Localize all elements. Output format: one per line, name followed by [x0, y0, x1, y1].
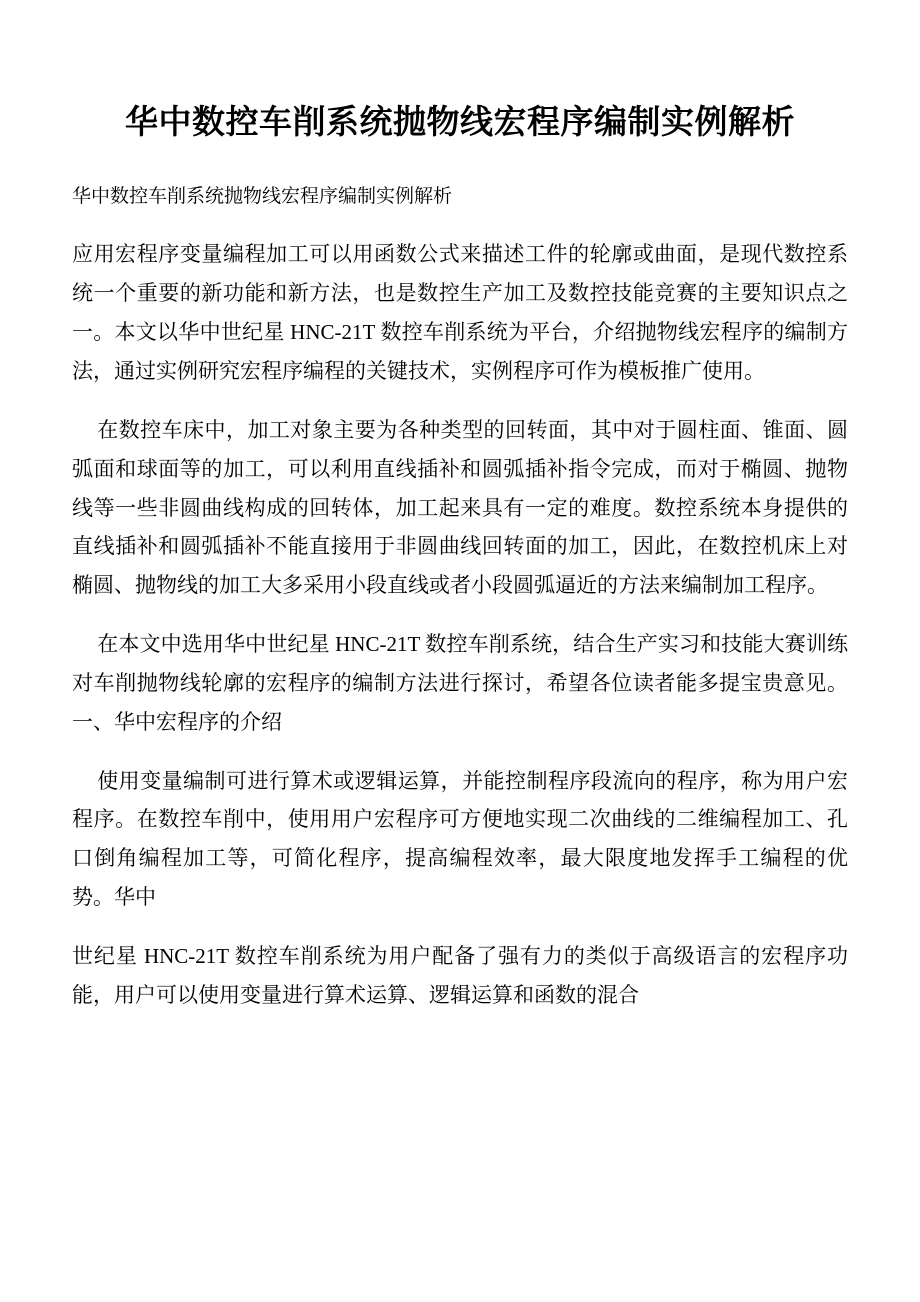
- paragraph-1: 应用宏程序变量编程加工可以用函数公式来描述工件的轮廓或曲面，是现代数控系统一个重要的新功能和新方法，也是数控生产加工及数控技能竞赛的主要知识点之一。本文以华中世纪星 HNC-21T 数控车削系统为平台，介绍抛物线宏程序的编制方法，通过实例研究宏程序编程的关键技术，实例程序可作为模板推广使用。: [72, 242, 848, 383]
- paragraph-5: 世纪星 HNC-21T 数控车削系统为用户配备了强有力的类似于高级语言的宏程序功能，用户可以使用变量进行算术运算、逻辑运算和函数的混合: [72, 943, 848, 1007]
- paragraph-2: 在数控车床中，加工对象主要为各种类型的回转面，其中对于圆柱面、锥面、圆弧面和球面等的加工，可以利用直线插补和圆弧插补指令完成，而对于椭圆、抛物线等一些非圆曲线构成的回转体，加工起来具有一定的难度。数控系统本身提供的直线插补和圆弧插补不能直接用于非圆曲线回转面的加工，因此，在数控机床上对椭圆、抛物线的加工大多采用小段直线或者小段圆弧逼近的方法来编制加工程序。: [72, 417, 848, 598]
- page-title: 华中数控车削系统抛物线宏程序编制实例解析: [125, 103, 795, 140]
- paragraph-3: 在本文中选用华中世纪星 HNC-21T 数控车削系统，结合生产实习和技能大赛训练对车削抛物线轮廓的宏程序的编制方法进行探讨，希望各位读者能多提宝贵意见。 一、华中宏程序的介绍: [72, 632, 848, 734]
- paragraph-4: 使用变量编制可进行算术或逻辑运算，并能控制程序段流向的程序，称为用户宏程序。在数控车削中，使用用户宏程序可方便地实现二次曲线的二维编程加工、孔口倒角编程加工等，可简化程序，提高编程效率，最大限度地发挥手工编程的优势。华中: [72, 768, 848, 910]
- document-subtitle: 华中数控车削系统抛物线宏程序编制实例解析: [72, 186, 453, 208]
